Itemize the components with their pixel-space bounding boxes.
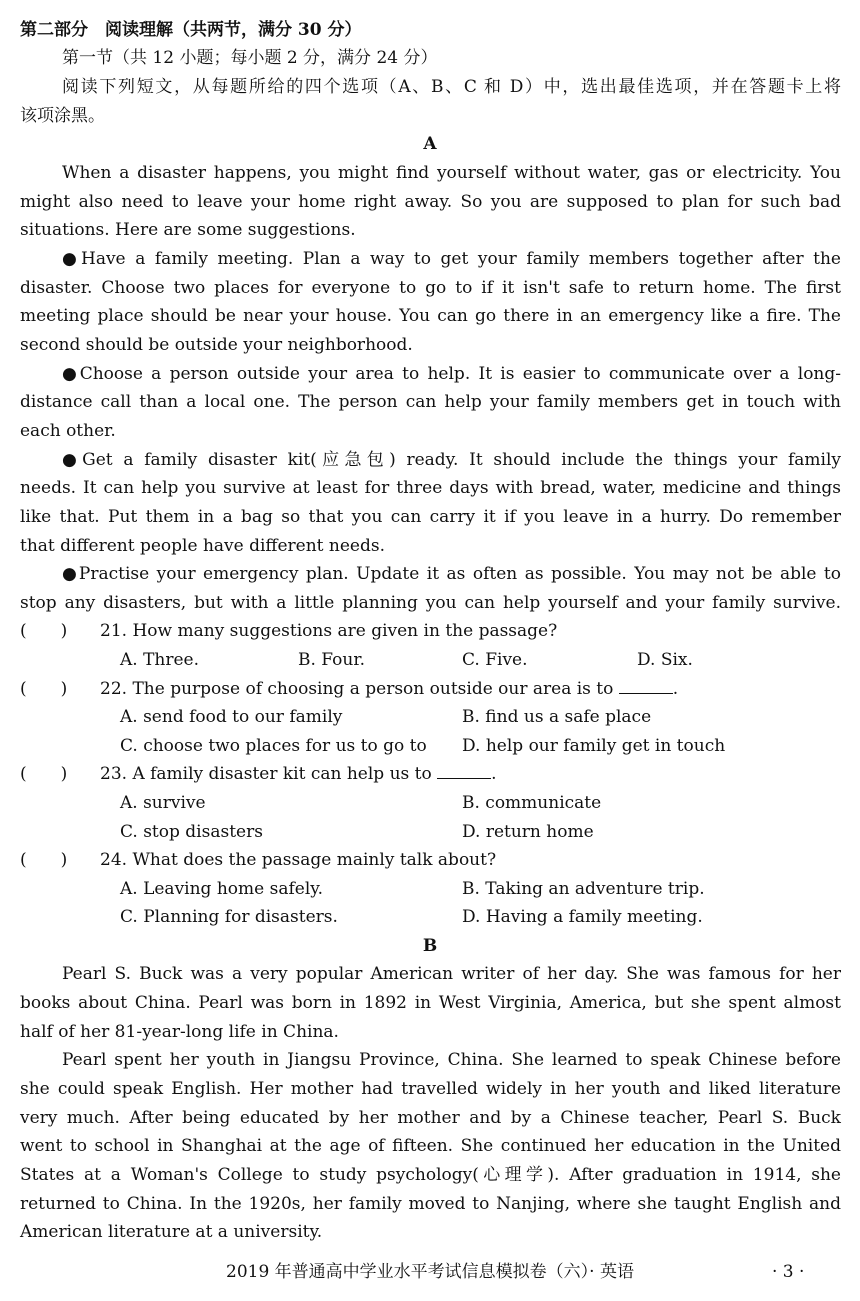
answer-bracket: ( ): [20, 850, 68, 870]
option-d: D. Six.: [637, 650, 693, 670]
option-c: C. Planning for disasters.: [120, 907, 338, 927]
page-number: · 3 ·: [772, 1262, 805, 1282]
answer-bracket: ( ): [20, 621, 68, 641]
option-b: B. find us a safe place: [462, 707, 652, 727]
option-a: A. send food to our family: [120, 707, 343, 727]
passage-line: meeting place should be near your house. You can go there in an emergency like a fire. The: [20, 306, 841, 326]
passage-line: like that. Put them in a bag so that you can carry it if you leave in a hurry. Do remember: [20, 507, 841, 527]
passage-line: second should be outside your neighborhood.: [20, 335, 413, 355]
question-stem: 22. The purpose of choosing a person outside our area is to .: [100, 679, 679, 699]
option-a: A. Leaving home safely.: [120, 879, 324, 899]
question-stem: 23. A family disaster kit can help us to .: [100, 764, 497, 784]
answer-blank: [619, 679, 673, 694]
question-stem: 24. What does the passage mainly talk about?: [100, 850, 497, 870]
passage-line: American literature at a university.: [20, 1222, 323, 1242]
passage-label: B: [422, 936, 438, 956]
option-d: D. help our family get in touch: [462, 736, 726, 756]
passage-line: Pearl spent her youth in Jiangsu Province, China. She learned to speak Chinese before: [62, 1050, 841, 1070]
passage-line: States at a Woman's College to study psychology(心理学). After graduation in 1914, she: [20, 1165, 841, 1185]
passage-line: disaster. Choose two places for everyone to go to if it isn't safe to return home. The first: [20, 278, 841, 298]
question-stem: 21. How many suggestions are given in the passage?: [100, 621, 558, 641]
passage-line: Pearl S. Buck was a very popular American writer of her day. She was famous for her: [62, 964, 841, 984]
option-b: B. communicate: [462, 793, 602, 813]
instruction-line: 阅读下列短文，从每题所给的四个选项（A、B、C 和 D）中，选出最佳选项，并在答题卡上将: [62, 77, 841, 97]
section-heading: 第一节（共 12 小题；每小题 2 分，满分 24 分）: [62, 48, 438, 68]
answer-bracket: ( ): [20, 679, 68, 699]
option-c: C. stop disasters: [120, 822, 263, 842]
passage-line: very much. After being educated by her mother and by a Chinese teacher, Pearl S. Buck: [20, 1108, 841, 1128]
passage-line: books about China. Pearl was born in 1892 in West Virginia, America, but she spent almost: [20, 993, 841, 1013]
footer-title: 2019 年普通高中学业水平考试信息模拟卷（六）· 英语: [226, 1262, 634, 1282]
passage-line: ●Practise your emergency plan. Update it as often as possible. You may not be able to: [62, 564, 841, 584]
passage-line: went to school in Shanghai at the age of fifteen. She continued her education in the United: [20, 1136, 841, 1156]
option-b: B. Four.: [298, 650, 366, 670]
passage-line: half of her 81-year-long life in China.: [20, 1022, 339, 1042]
passage-line: ●Choose a person outside your area to help. It is easier to communicate over a long-: [62, 364, 841, 384]
option-b: B. Taking an adventure trip.: [462, 879, 705, 899]
passage-line: When a disaster happens, you might find yourself without water, gas or electricity. You: [62, 163, 841, 183]
option-d: D. return home: [462, 822, 594, 842]
passage-line: needs. It can help you survive at least for three days with bread, water, medicine and things: [20, 478, 841, 498]
option-d: D. Having a family meeting.: [462, 907, 703, 927]
option-c: C. Five.: [462, 650, 528, 670]
passage-label: A: [423, 134, 437, 154]
passage-line: each other.: [20, 421, 116, 441]
passage-line: she could speak English. Her mother had travelled widely in her youth and liked literature: [20, 1079, 841, 1099]
option-a: A. Three.: [120, 650, 200, 670]
passage-line: ●Have a family meeting. Plan a way to get your family members together after the: [62, 249, 841, 269]
option-a: A. survive: [120, 793, 206, 813]
passage-line: distance call than a local one. The person can help your family members get in touch with: [20, 392, 841, 412]
passage-line: stop any disasters, but with a little planning you can help yourself and your family survive.: [20, 593, 841, 613]
instruction-line: 该项涂黑。: [20, 106, 105, 126]
answer-bracket: ( ): [20, 764, 68, 784]
passage-line: returned to China. In the 1920s, her family moved to Nanjing, where she taught English and: [20, 1194, 841, 1214]
passage-line: that different people have different needs.: [20, 536, 386, 556]
answer-blank: [437, 764, 491, 779]
passage-line: might also need to leave your home right away. So you are supposed to plan for such bad: [20, 192, 841, 212]
part-heading: 第二部分 阅读理解（共两节，满分 30 分）: [20, 20, 362, 40]
option-c: C. choose two places for us to go to: [120, 736, 427, 756]
passage-line: situations. Here are some suggestions.: [20, 220, 356, 240]
passage-line: ●Get a family disaster kit(应急包) ready. It should include the things your family: [62, 450, 841, 470]
